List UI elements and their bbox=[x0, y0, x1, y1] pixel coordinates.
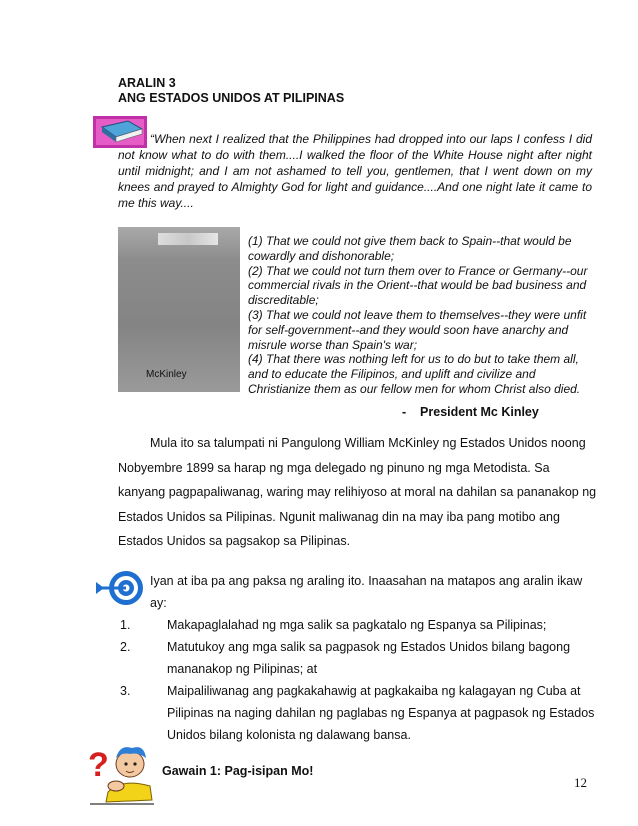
objective-number: 3. bbox=[120, 684, 131, 698]
objective-number: 1. bbox=[120, 618, 131, 632]
portrait-caption: McKinley bbox=[146, 369, 187, 380]
lesson-number: ARALIN 3 bbox=[118, 76, 176, 90]
mckinley-points bbox=[248, 234, 600, 397]
svg-text:?: ? bbox=[88, 746, 109, 784]
context-paragraph: Mula ito sa talumpati ni Pangulong William McKinley ng Estados Unidos noong Nobyembre 1899 sa harap ng mga delegado ng pinuno ng mga Metodista. Sa kanyang pagpapaliwanag, waring may relihiyoso at moral na dahilan sa pananakop ng Estados Unidos sa Pilipinas. Ngunit maliwanag din na may iba pang motibo ang Estados Unidos sa pagsakop sa Pilipinas. bbox=[118, 436, 597, 548]
objectives-intro: Iyan at iba pa ang paksa ng araling ito. Inaasahan na matapos ang aralin ikaw ay: bbox=[150, 574, 583, 610]
lesson-title: ANG ESTADOS UNIDOS AT PILIPINAS bbox=[118, 91, 345, 105]
target-arrow-icon bbox=[94, 568, 146, 608]
objective-text: Makapaglalahad ng mga salik sa pagkatalo ng Espanya sa Pilipinas; bbox=[167, 618, 547, 632]
point-item: (4) That there was nothing left for us to do but to take them all, and to educate the Filipinos, and uplift and civilize and Christianize them as our fellow men for whom Christ also died. bbox=[248, 352, 581, 396]
objective-text: Maipaliliwanag ang pagkakahawig at pagkakaiba ng kalagayan ng Cuba at Pilipinas na naging dahilan ng paglabas ng Espanya at pagpasok ng Estados Unidos bilang kolonista ng dalawang bansa. bbox=[167, 684, 595, 742]
point-item: (3) That we could not leave them to themselves--they were unfit for self-government--and they would soon have anarchy and misrule worse than Spain's war; bbox=[248, 307, 587, 352]
activity-title: Gawain 1: Pag-isipan Mo! bbox=[162, 764, 314, 778]
thinking-boy-icon bbox=[86, 742, 156, 808]
quote-attribution: - President Mc Kinley bbox=[402, 405, 539, 419]
page-number: 12 bbox=[574, 775, 587, 790]
objective-number: 2. bbox=[120, 640, 131, 654]
mckinley-quote: “When next I realized that the Philippines had dropped into our laps I confess I did not know what to do with them....I walked the floor of the White House night after night until midnight; and I am not ashamed to tell you, gentlemen, that I went down on my knees and prayed to Almighty God for light and guidance....And one night late it came to me this way.... bbox=[118, 132, 592, 210]
point-item: (1) That we could not give them back to Spain--that would be cowardly and dishonorable; bbox=[248, 234, 572, 263]
point-item: (2) That we could not turn them over to France or Germany--our commercial rivals in the Orient--that would be bad business and discreditable; bbox=[248, 263, 588, 308]
objective-text: Matutukoy ang mga salik sa pagpasok ng Estados Unidos bilang bagong mananakop ng Pilipinas; at bbox=[167, 640, 571, 676]
portrait-highlight bbox=[158, 233, 218, 245]
mckinley-portrait bbox=[118, 227, 240, 392]
